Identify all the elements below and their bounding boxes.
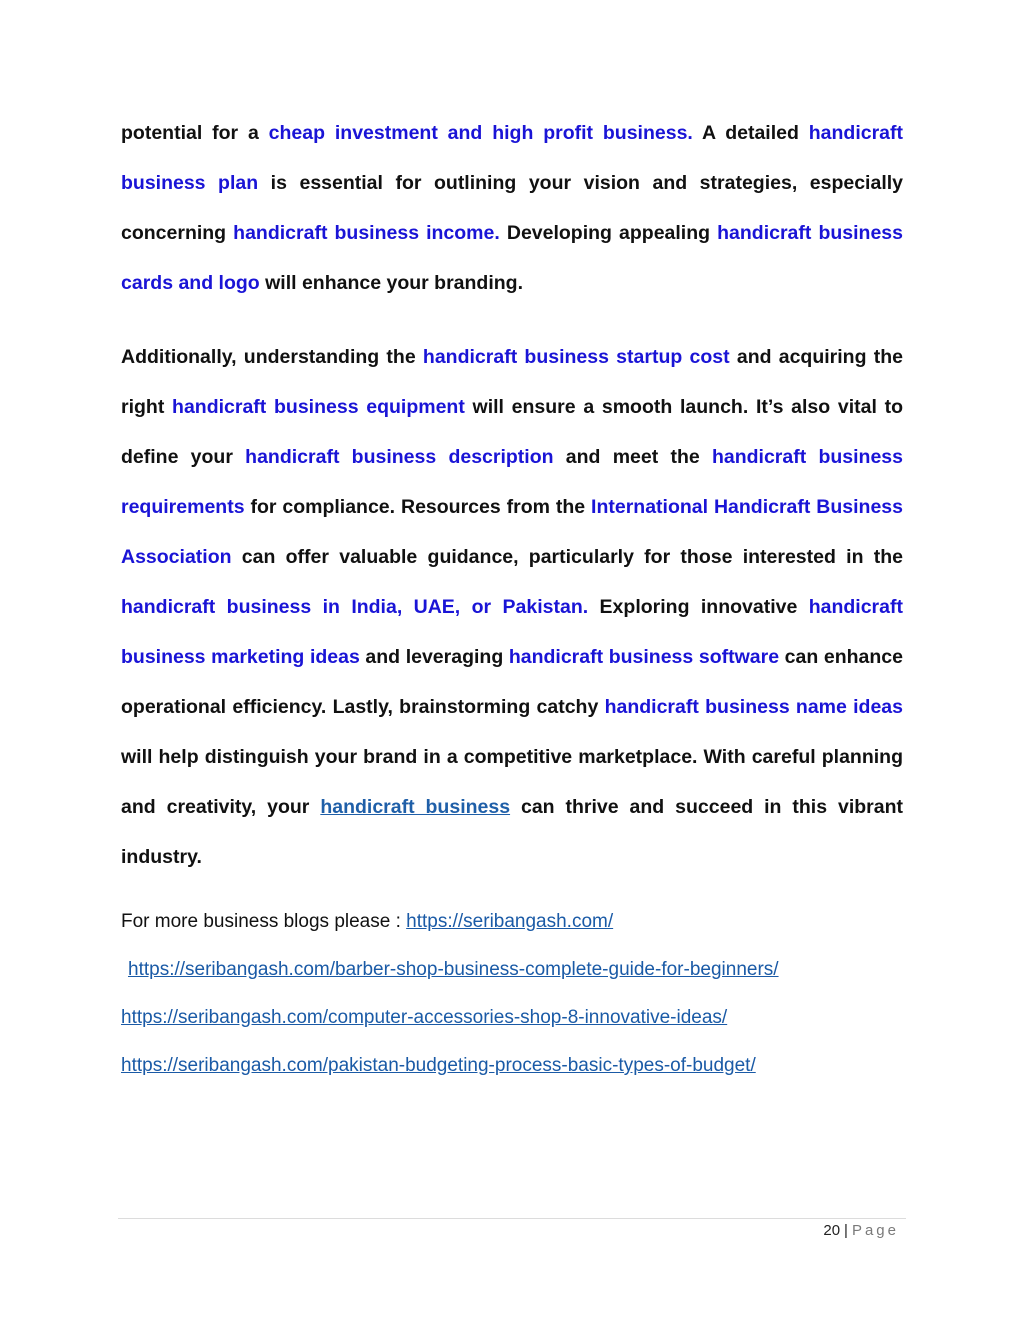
footer-separator: |: [844, 1222, 848, 1239]
keyword-phrase: handicraft business startup cost: [422, 346, 730, 368]
text-run: Exploring innovative: [588, 596, 809, 618]
page-label: Page: [851, 1222, 899, 1239]
keyword-phrase: handicraft business income.: [233, 222, 500, 244]
text-run: and meet the: [553, 446, 712, 468]
main-site-link[interactable]: https://seribangash.com/: [406, 911, 614, 932]
blog-link-computer-accessories[interactable]: https://seribangash.com/computer-accessories-shop-8-innovative-ideas/: [121, 1007, 728, 1028]
keyword-phrase: handicraft business in India, UAE, or Pakistan.: [121, 596, 589, 618]
text-run: can enhance operational efficiency. Lastly, brainstorming catchy: [121, 646, 903, 718]
paragraph-2: [121, 332, 903, 882]
keyword-phrase: handicraft business marketing ideas: [121, 596, 903, 668]
more-blogs-section: [121, 910, 903, 1102]
text-run: can thrive and succeed in this vibrant industry.: [121, 796, 903, 868]
text-run: for compliance. Resources from the: [244, 496, 592, 518]
blog-link-budgeting[interactable]: https://seribangash.com/pakistan-budgeting-process-basic-types-of-budget/: [121, 1055, 756, 1076]
blog-link-row: [121, 958, 903, 1006]
text-run: will enhance your branding.: [259, 272, 523, 294]
more-blogs-label: For more business blogs please :: [121, 911, 407, 932]
text-run: A detailed: [692, 122, 809, 144]
text-run: Additionally, understanding the: [121, 346, 423, 368]
body-text: [121, 108, 903, 882]
keyword-phrase: handicraft business requirements: [121, 446, 903, 518]
keyword-phrase: cheap investment and high profit business.: [268, 122, 693, 144]
text-run: and acquiring the right: [121, 346, 903, 418]
page-content: [121, 108, 903, 1102]
text-run: potential for a: [121, 122, 269, 144]
blog-link-row: [121, 1006, 903, 1054]
inline-hyperlink[interactable]: handicraft business: [320, 796, 511, 818]
keyword-phrase: handicraft business description: [245, 446, 554, 468]
keyword-phrase: International Handicraft Business Association: [121, 496, 904, 568]
page-footer: [823, 1222, 899, 1239]
more-blogs-line: [121, 910, 903, 958]
text-run: can offer valuable guidance, particularly for those interested in the: [231, 546, 903, 568]
keyword-phrase: handicraft business equipment: [172, 396, 465, 418]
blog-link-barber-shop[interactable]: https://seribangash.com/barber-shop-business-complete-guide-for-beginners/: [128, 959, 779, 980]
footer-divider: [118, 1218, 906, 1219]
keyword-phrase: handicraft business software: [508, 646, 780, 668]
text-run: Developing appealing: [499, 222, 718, 244]
text-run: will ensure a smooth launch. It’s also vital to define your: [121, 396, 903, 468]
keyword-phrase: handicraft business cards and logo: [121, 222, 903, 294]
text-run: is essential for outlining your vision and strategies, especially concerning: [121, 172, 903, 244]
text-run: will help distinguish your brand in a competitive marketplace. With careful planning and creativity, your: [121, 746, 903, 818]
page-number: 20: [823, 1222, 841, 1239]
paragraph-1: [121, 108, 903, 308]
blog-link-row: [121, 1054, 903, 1102]
keyword-phrase: handicraft business plan: [121, 122, 904, 194]
keyword-phrase: handicraft business name ideas: [604, 696, 903, 718]
text-run: and leveraging: [359, 646, 509, 668]
